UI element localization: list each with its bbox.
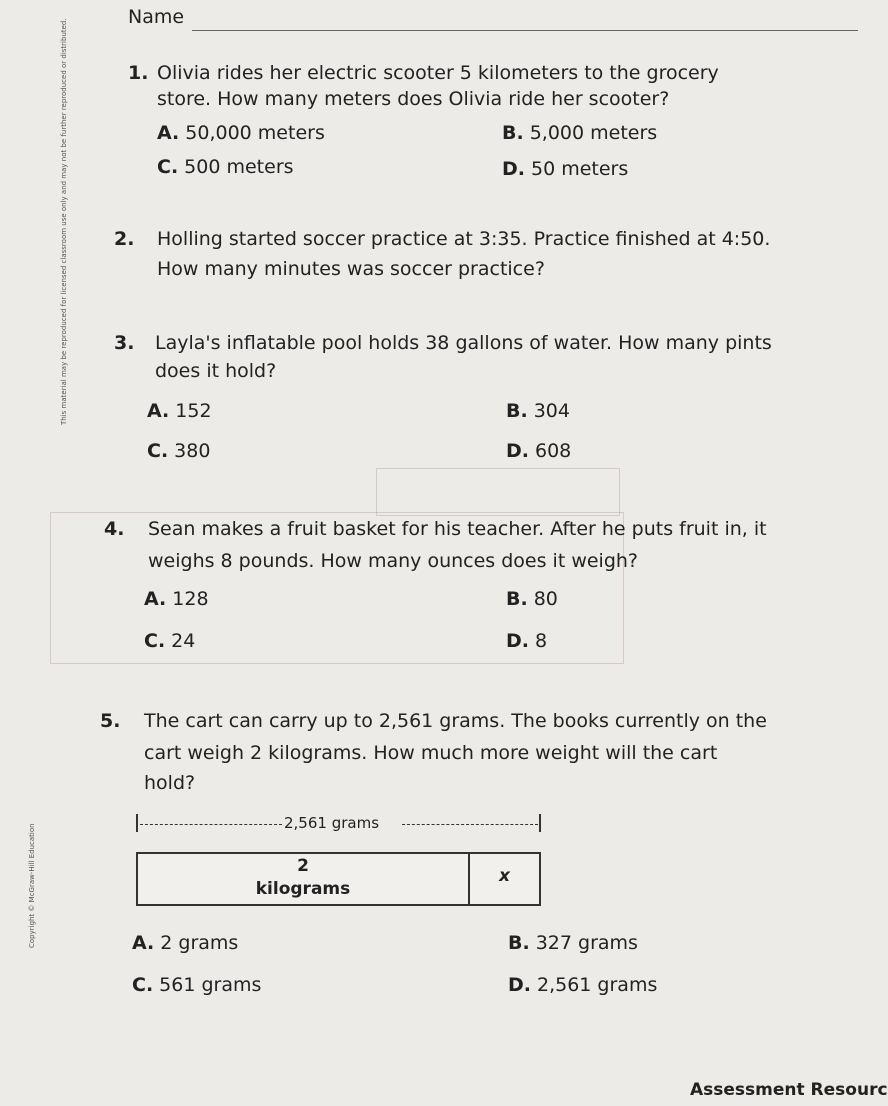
q1-option-d[interactable]: D. 50 meters bbox=[502, 158, 629, 180]
q3-option-c[interactable]: C. 380 bbox=[147, 440, 211, 462]
q2-number: 2. bbox=[114, 228, 135, 250]
bar-model-left-tick bbox=[136, 814, 138, 832]
bar-model-dash-right bbox=[402, 824, 538, 825]
q3-line-2: does it hold? bbox=[155, 360, 277, 382]
q3-option-d[interactable]: D. 608 bbox=[506, 440, 572, 462]
bar-model-dash-left bbox=[140, 824, 282, 825]
name-field[interactable] bbox=[192, 30, 858, 31]
bar-model-part-value: 2 bbox=[297, 856, 309, 876]
q3-line-1: Layla's inflatable pool holds 38 gallons of water. How many pints bbox=[155, 332, 772, 354]
q3-number: 3. bbox=[114, 332, 135, 354]
q4-option-d[interactable]: D. 8 bbox=[506, 630, 548, 652]
q3-option-a[interactable]: A. 152 bbox=[147, 400, 212, 422]
q5-option-c[interactable]: C. 561 grams bbox=[132, 974, 262, 996]
q5-option-a[interactable]: A. 2 grams bbox=[132, 932, 239, 954]
q4-line-2: weighs 8 pounds. How many ounces does it weigh? bbox=[148, 550, 639, 572]
side-license-text: This material may be reproduced for licensed classroom use only and may not be further reproduced or distributed. bbox=[60, 18, 68, 425]
bar-model-total-label: 2,561 grams bbox=[284, 814, 380, 832]
q5-number: 5. bbox=[100, 710, 121, 732]
q5-line-3: hold? bbox=[144, 772, 196, 794]
q1-option-b[interactable]: B. 5,000 meters bbox=[502, 122, 658, 144]
q2-line-1: Holling started soccer practice at 3:35. Practice finished at 4:50. bbox=[157, 228, 771, 250]
q5-line-2: cart weigh 2 kilograms. How much more weight will the cart bbox=[144, 742, 718, 764]
q2-line-2: How many minutes was soccer practice? bbox=[157, 258, 545, 280]
q4-number: 4. bbox=[104, 518, 125, 540]
q5-line-1: The cart can carry up to 2,561 grams. The books currently on the bbox=[144, 710, 767, 732]
bar-model-part-unit: kilograms bbox=[255, 879, 351, 899]
bar-model-unknown: x bbox=[499, 866, 510, 886]
q4-option-a[interactable]: A. 128 bbox=[144, 588, 209, 610]
q1-line-2: store. How many meters does Olivia ride her scooter? bbox=[157, 88, 670, 110]
q5-option-b[interactable]: B. 327 grams bbox=[508, 932, 638, 954]
q1-number: 1. bbox=[128, 62, 149, 84]
q4-option-c[interactable]: C. 24 bbox=[144, 630, 196, 652]
q3-option-b[interactable]: B. 304 bbox=[506, 400, 570, 422]
q1-line-1: Olivia rides her electric scooter 5 kilometers to the grocery bbox=[157, 62, 719, 84]
q5-option-d[interactable]: D. 2,561 grams bbox=[508, 974, 658, 996]
footer-text: Assessment Resourc bbox=[690, 1080, 888, 1100]
name-label: Name bbox=[128, 6, 185, 28]
q1-option-c[interactable]: C. 500 meters bbox=[157, 156, 294, 178]
bleed-table-top bbox=[376, 468, 620, 516]
q4-option-b[interactable]: B. 80 bbox=[506, 588, 558, 610]
q1-option-a[interactable]: A. 50,000 meters bbox=[157, 122, 325, 144]
q4-line-1: Sean makes a fruit basket for his teacher. After he puts fruit in, it bbox=[148, 518, 767, 540]
bar-model-right-tick bbox=[539, 814, 541, 832]
side-copyright-text: Copyright © McGraw-Hill Education bbox=[28, 823, 36, 948]
